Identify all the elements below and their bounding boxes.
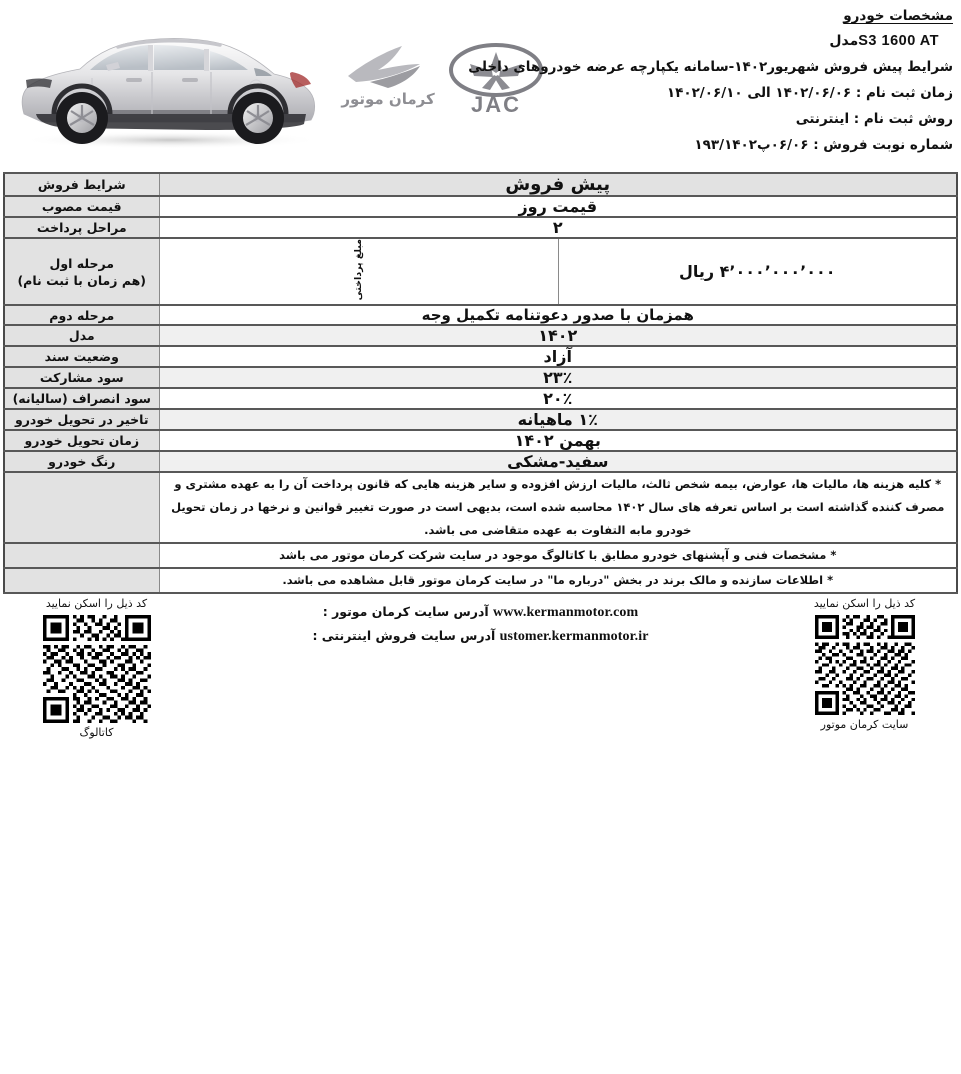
registration-time-line: زمان ثبت نام : ۱۴۰۲/۰۶/۰۶ الی ۱۴۰۲/۰۶/۱۰ [666, 85, 953, 101]
table-row [4, 451, 957, 472]
note-text: * اطلاعات سازنده و مالک برند در بخش "درباره ما" در سایت کرمان موتور قابل مشاهده می باشد. [159, 568, 957, 593]
cell-label: رنگ خودرو [4, 451, 159, 472]
cell-label: مراحل پرداخت [4, 217, 159, 238]
table-row [4, 409, 957, 430]
table-row-note [4, 568, 957, 593]
table-row [4, 196, 957, 217]
qr-caption-label: سایت کرمان موتور [820, 718, 909, 732]
table-row-stage-one [4, 238, 957, 305]
side-label-text: مبلغ پرداختی [353, 239, 364, 301]
qr-code-icon[interactable] [815, 615, 915, 715]
cell-label: وضعیت سند [4, 346, 159, 367]
sale-conditions-line: شرایط پیش فروش شهریور۱۴۰۲-سامانه یکپارچه عرضه خودروهای داخلی [468, 59, 953, 75]
document-footer [0, 596, 961, 740]
registration-method-line: روش ثبت نام : اینترنتی [795, 111, 953, 127]
kermanmotor-url[interactable]: www.kermanmotor.com [493, 605, 639, 621]
cell-value: بهمن ۱۴۰۲ [159, 430, 957, 451]
cell-value: قیمت روز [159, 196, 957, 217]
cell-label-line1: مرحله اول [49, 255, 114, 271]
qr-caption-label: کاتالوگ [79, 726, 114, 740]
svg-text:کرمان موتور: کرمان موتور [341, 90, 435, 108]
table-row [4, 388, 957, 409]
cell-label: سود انصراف (سالیانه) [4, 388, 159, 409]
table-row [4, 346, 957, 367]
note-label-spacer [4, 568, 159, 593]
document-title: مشخصات خودرو [843, 8, 953, 24]
qr-block-catalog [4, 596, 189, 740]
cell-value: آزاد [159, 346, 957, 367]
cell-label: سود مشارکت [4, 367, 159, 388]
cell-value: پیش فروش [159, 173, 957, 196]
qr-code-icon[interactable] [43, 615, 151, 723]
qr-block-website [772, 596, 957, 732]
cell-label: شرایط فروش [4, 173, 159, 196]
model-line [353, 28, 953, 54]
document-header [0, 0, 961, 172]
model-label: مدل [829, 33, 859, 49]
note-text: * مشخصات فنی و آپشنهای خودرو مطابق با کاتالوگ موجود در سایت شرکت کرمان موتور می باشد [159, 543, 957, 568]
payment-amount-side-label [159, 238, 558, 305]
qr-scan-caption: کد ذیل را اسکن نمایید [813, 597, 916, 611]
note-label-spacer [4, 472, 159, 543]
cell-value: ۱٪ ماهیانه [159, 409, 957, 430]
cell-label: زمان تحویل خودرو [4, 430, 159, 451]
table-row [4, 305, 957, 325]
kermanmotor-site-label: آدرس سایت کرمان موتور : [322, 604, 489, 620]
sales-site-label: آدرس سایت فروش اینترنتی : [312, 628, 496, 644]
cell-label: مدل [4, 325, 159, 346]
sales-url[interactable]: ustomer.kermanmotor.ir [499, 629, 649, 645]
table-row [4, 173, 957, 196]
svg-text:JAC: JAC [470, 92, 522, 117]
sales-site-line [266, 624, 696, 648]
cell-value: سفید-مشکی [159, 451, 957, 472]
cell-label: قیمت مصوب [4, 196, 159, 217]
cell-value: ۲۰٪ [159, 388, 957, 409]
note-label-spacer [4, 543, 159, 568]
cell-value: ۲۳٪ [159, 367, 957, 388]
website-addresses [266, 600, 696, 648]
cell-value: همزمان با صدور دعوتنامه تکمیل وجه [159, 305, 957, 325]
cell-value: ۴٬۰۰۰٬۰۰۰٬۰۰۰ ریال [558, 238, 957, 305]
vehicle-spec-table [3, 172, 958, 594]
table-row [4, 367, 957, 388]
note-text: * کلیه هزینه ها، مالیات ها، عوارض، بیمه شخص ثالث، مالیات ارزش افزوده و سایر هزینه هایی که قانون پرداخت آن را به عهده مشتری و مصرف کننده گذاشته است بر اساس تعرفه های سال ۱۴۰۲ محاسبه شده است، بدیهی است در صورت تغییر قوانین و نرخها در زمان تحویل خودرو مابه التفاوت به عهده متقاضی می باشد. [159, 472, 957, 543]
qr-scan-caption: کد ذیل را اسکن نمایید [45, 597, 148, 611]
kermanmotor-site-line [266, 600, 696, 624]
sale-number-line: شماره نوبت فروش : ۰۶/۰۶پ۱۹۳/۱۴۰۲ [694, 137, 953, 153]
table-row-note [4, 543, 957, 568]
header-text-block [353, 4, 953, 158]
cell-label: تاخیر در تحویل خودرو [4, 409, 159, 430]
table-row [4, 325, 957, 346]
cell-label [4, 238, 159, 305]
model-code: S3 1600 AT [858, 33, 939, 49]
cell-value: ۱۴۰۲ [159, 325, 957, 346]
table-row-note [4, 472, 957, 543]
car-photo [6, 22, 336, 162]
cell-value: ۲ [159, 217, 957, 238]
cell-label-line2: (هم زمان با ثبت نام) [17, 272, 147, 288]
table-row [4, 217, 957, 238]
table-row [4, 430, 957, 451]
cell-label: مرحله دوم [4, 305, 159, 325]
